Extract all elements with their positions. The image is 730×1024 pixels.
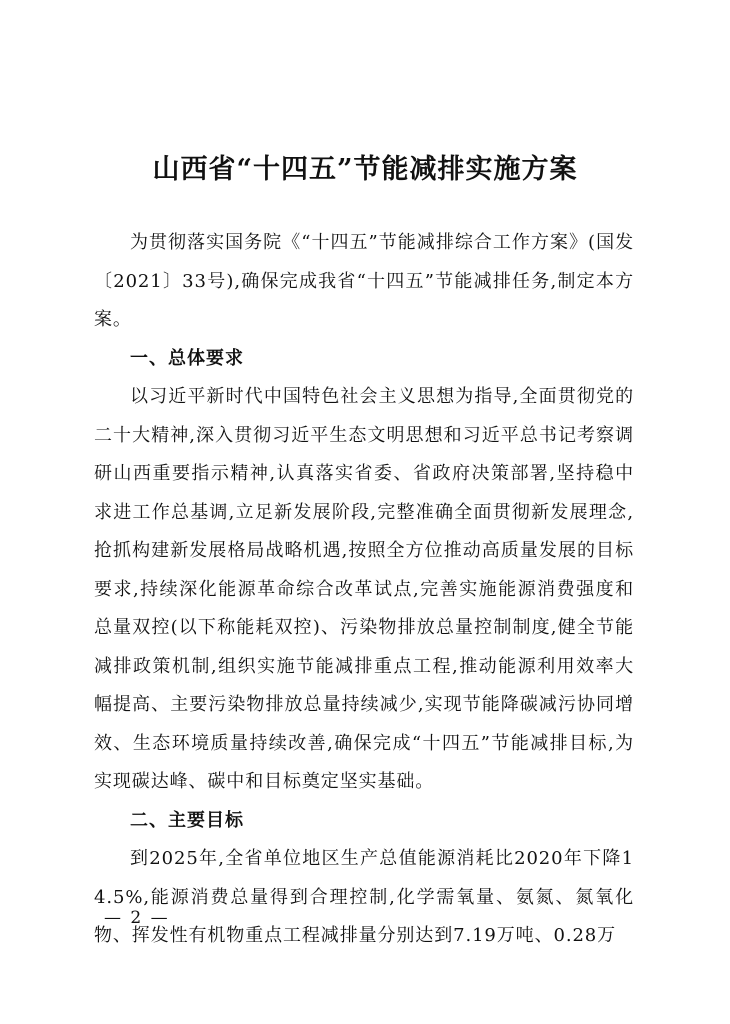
document-title: 山西省“十四五”节能减排实施方案: [152, 154, 578, 185]
general-requirements-paragraph: 以习近平新时代中国特色社会主义思想为指导,全面贯彻党的二十大精神,深入贯彻习近平生态文明思想和习近平总书记考察调研山西重要指示精神,认真落实省委、省政府决策部署,坚持稳中求进工作总基调,立足新发展阶段,完整准确全面贯彻新发展理念,抢抓构建新发展格局战略机遇,按照全方位推动高质量发展的目标要求,持续深化能源革命综合改革试点,完善实施能源消费强度和总量双控(以下称能耗双控)、污染物排放总量控制制度,健全节能减排政策机制,组织实施节能减排重点工程,推动能源利用效率大幅提高、主要污染物排放总量持续减少,实现节能降碳减污协同增效、生态环境质量持续改善,确保完成“十四五”节能减排目标,为实现碳达峰、碳中和目标奠定坚实基础。: [94, 386, 634, 792]
main-targets-paragraph: 到2025年,全省单位地区生产总值能源消耗比2020年下降14.5%,能源消费总量得到合理控制,化学需氧量、氨氮、氮氧化物、挥发性有机物重点工程减排量分别达到7.19万吨、0.28万: [94, 848, 634, 946]
intro-paragraph: 为贯彻落实国务院《“十四五”节能减排综合工作方案》(国发〔2021〕33号),确保完成我省“十四五”节能减排任务,制定本方案。: [94, 232, 634, 330]
section-heading-main-targets: 二、主要目标: [130, 809, 244, 831]
page-number: — 2 —: [104, 908, 170, 928]
section-heading-general-requirements: 一、总体要求: [130, 347, 244, 369]
document-body: [94, 224, 634, 956]
